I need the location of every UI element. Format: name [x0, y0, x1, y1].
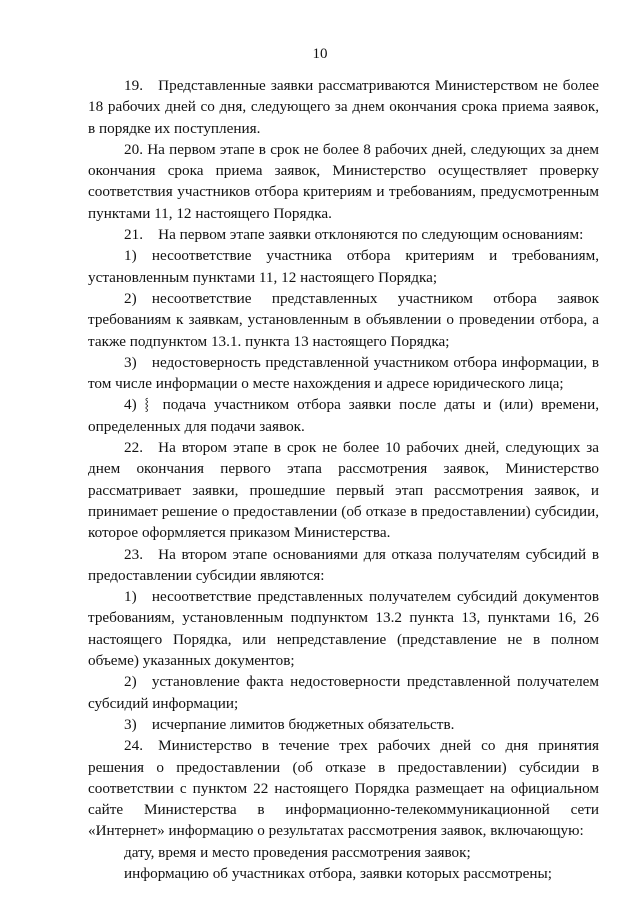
page-number: 10: [312, 46, 328, 62]
paragraph-21-item-3: 3) недостоверность представленной участником отбора информации, в том числе информации о месте нахождения и адресе юридического лица;: [88, 353, 599, 393]
paragraph-21-item-2: 2) несоответствие представленных участником отбора заявок требованиям к заявкам, установленным в объявлении о проведении отбора, а также подпунктом 13.1. пункта 13 настоящего Порядка;: [88, 289, 599, 350]
paragraph-23-item-3: 3) исчерпание лимитов бюджетных обязательств.: [124, 715, 455, 733]
paragraph-21-item-1: 1) несоответствие участника отбора критериям и требованиям, установленным пунктами 11, 12 настоящего Порядка;: [88, 247, 599, 286]
paragraph-22: 22. На втором этапе в срок не более 10 рабочих дней, следующих за днем окончания первого этапа рассмотрения заявок, Министерство рассматривает заявки, прошедшие первый этап рассмотрения заявок, и принимает решение о предоставлении (об отказе в предоставлении) субсидии, которое оформляется приказом Министерства.: [88, 439, 599, 542]
paragraph-24: 24. Министерство в течение трех рабочих дней со дня принятия решения о предоставлении (об отказе в предоставлении) субсидии в соответствии с пунктом 22 настоящего Порядка размещает на официальном сайте Министерства в информационно-телекоммуникационной сети «Интернет» информацию о результатах рассмотрения заявок, включающую:: [88, 737, 599, 840]
paragraph-19: 19. Представленные заявки рассматриваются Министерством не более 18 рабочих дней со дня, следующего за днем окончания срока приема заявок, в порядке их поступления.: [88, 77, 599, 137]
item-4-number: 4): [124, 396, 137, 414]
handwritten-mark-icon: ⸾: [144, 397, 149, 412]
paragraph-21-item-4: [88, 394, 599, 437]
paragraph-24-line-1: дату, время и место проведения рассмотрения заявок;: [124, 843, 471, 861]
paragraph-20: 20. На первом этапе в срок не более 8 рабочих дней, следующих за днем окончания срока приема заявок, Министерство осуществляет проверку соответствия участников отбора критериям и требованиям, предусмотренным пунктами 11, 12 настоящего Порядка.: [88, 140, 599, 222]
paragraph-23-item-1: 1) несоответствие представленных получателем субсидий документов требованиям, установленным подпунктом 13.2 пункта 13, пунктами 16, 26 настоящего Порядка, или непредставление (представление не в полном объеме) указанных документов;: [88, 588, 599, 670]
paragraph-21: 21. На первом этапе заявки отклоняются по следующим основаниям:: [124, 226, 584, 244]
paragraph-23: 23. На втором этапе основаниями для отказа получателям субсидий в предоставлении субсидии являются:: [88, 545, 599, 584]
item-4-text: подача участником отбора заявки после даты и (или) времени, определенных для подачи заявок.: [88, 396, 599, 435]
document-body: [88, 75, 599, 884]
paragraph-24-line-2: информацию об участниках отбора, заявки которых рассмотрены;: [124, 864, 552, 882]
paragraph-23-item-2: 2) установление факта недостоверности представленной получателем субсидий информации;: [88, 673, 599, 712]
